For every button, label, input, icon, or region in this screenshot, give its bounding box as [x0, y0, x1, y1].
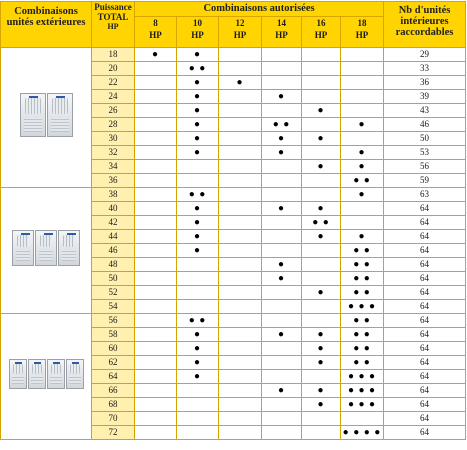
- combination-dot-cell: [219, 272, 262, 286]
- total-power-cell: 24: [92, 90, 135, 104]
- indoor-units-count-cell: 64: [384, 258, 466, 272]
- combination-dot-cell: [302, 76, 341, 90]
- total-power-cell: 68: [92, 398, 135, 412]
- combination-dot-cell: [302, 188, 341, 202]
- indoor-units-count-cell: 43: [384, 104, 466, 118]
- combination-dot-cell: [135, 146, 177, 160]
- combination-dot-cell: [135, 286, 177, 300]
- combination-dot-cell: [262, 174, 302, 188]
- combination-dot-cell: ●: [177, 104, 219, 118]
- combination-dot-cell: ●: [177, 342, 219, 356]
- combination-dot-cell: ● ●: [177, 314, 219, 328]
- combination-dot-cell: [135, 356, 177, 370]
- combination-dot-cell: [341, 90, 384, 104]
- combination-dot-cell: ● ●: [341, 328, 384, 342]
- outdoor-units-2-module-image: [1, 48, 92, 188]
- combination-dot-cell: [262, 370, 302, 384]
- combination-dot-cell: ● ●: [262, 118, 302, 132]
- combination-dot-cell: ●: [302, 342, 341, 356]
- combination-dot-cell: [219, 314, 262, 328]
- combination-dot-cell: ● ●: [341, 174, 384, 188]
- total-power-cell: 38: [92, 188, 135, 202]
- total-power-cell: 22: [92, 76, 135, 90]
- indoor-units-count-cell: 64: [384, 202, 466, 216]
- combination-dot-cell: ●: [302, 202, 341, 216]
- combination-dot-cell: ●: [341, 118, 384, 132]
- combination-dot-cell: ●: [262, 328, 302, 342]
- indoor-units-count-cell: 64: [384, 412, 466, 426]
- total-power-cell: 42: [92, 216, 135, 230]
- combination-dot-cell: [302, 412, 341, 426]
- combination-dot-cell: [135, 216, 177, 230]
- indoor-units-count-cell: 64: [384, 370, 466, 384]
- outdoor-unit-module: [28, 359, 46, 389]
- combination-dot-cell: [135, 132, 177, 146]
- combination-dot-cell: [135, 202, 177, 216]
- combination-dot-cell: ●: [302, 132, 341, 146]
- combination-dot-cell: [262, 356, 302, 370]
- indoor-units-count-cell: 50: [384, 132, 466, 146]
- combination-dot-cell: [219, 356, 262, 370]
- combination-dot-cell: ● ●: [341, 258, 384, 272]
- combination-dot-cell: [302, 370, 341, 384]
- outdoor-units-4-module-image: [1, 314, 92, 440]
- combination-dot-cell: [219, 412, 262, 426]
- combination-dot-cell: [135, 90, 177, 104]
- indoor-units-count-cell: 59: [384, 174, 466, 188]
- outdoor-unit-module: [58, 230, 80, 266]
- combination-dot-cell: ●: [302, 104, 341, 118]
- outdoor-unit-illustration: [20, 93, 73, 137]
- combination-dot-cell: [177, 174, 219, 188]
- combination-dot-cell: [302, 90, 341, 104]
- total-power-cell: 46: [92, 244, 135, 258]
- total-power-cell: 36: [92, 174, 135, 188]
- indoor-units-count-cell: 29: [384, 48, 466, 62]
- combination-dot-cell: ● ●: [341, 272, 384, 286]
- combination-dot-cell: [262, 160, 302, 174]
- combination-dot-cell: ● ●: [341, 356, 384, 370]
- outdoor-unit-illustration: [9, 359, 84, 389]
- total-power-cell: 32: [92, 146, 135, 160]
- hp-column-number: 12: [235, 18, 245, 28]
- combination-dot-cell: [135, 398, 177, 412]
- combination-dot-cell: [177, 160, 219, 174]
- combination-dot-cell: [135, 300, 177, 314]
- combination-dot-cell: [262, 104, 302, 118]
- hp-column-header: [262, 17, 302, 48]
- combination-dot-cell: ●: [177, 328, 219, 342]
- combination-dot-cell: [219, 202, 262, 216]
- combination-dot-cell: ●: [302, 384, 341, 398]
- combination-dot-cell: [262, 216, 302, 230]
- combination-dot-cell: [135, 244, 177, 258]
- combination-dot-cell: ●: [302, 356, 341, 370]
- table-body: [1, 48, 466, 440]
- combination-dot-cell: [219, 188, 262, 202]
- combination-dot-cell: ● ●: [341, 314, 384, 328]
- combination-dot-cell: ● ● ●: [341, 384, 384, 398]
- outdoor-unit-module: [9, 359, 27, 389]
- combination-dot-cell: [219, 258, 262, 272]
- hp-column-unit: HP: [233, 30, 247, 40]
- combination-dot-cell: [219, 328, 262, 342]
- combination-dot-cell: [219, 244, 262, 258]
- combination-dot-cell: ●: [177, 146, 219, 160]
- indoor-units-count-cell: 64: [384, 216, 466, 230]
- indoor-units-count-cell: 64: [384, 286, 466, 300]
- combination-dot-cell: [302, 174, 341, 188]
- outdoor-unit-module: [20, 93, 46, 137]
- combination-dot-cell: [302, 244, 341, 258]
- indoor-units-count-cell: 64: [384, 328, 466, 342]
- indoor-units-count-cell: 64: [384, 272, 466, 286]
- header-power-line1: Puissance: [94, 2, 132, 12]
- combination-dot-cell: ●: [341, 188, 384, 202]
- combination-dot-cell: ●: [177, 202, 219, 216]
- combination-dot-cell: ●: [302, 230, 341, 244]
- indoor-units-count-cell: 64: [384, 230, 466, 244]
- combination-dot-cell: [262, 48, 302, 62]
- hp-column-header: [219, 17, 262, 48]
- combination-dot-cell: ● ● ●: [341, 398, 384, 412]
- combination-dot-cell: [341, 216, 384, 230]
- indoor-units-count-cell: 64: [384, 300, 466, 314]
- combination-dot-cell: ●: [302, 160, 341, 174]
- combination-dot-cell: ● ●: [341, 286, 384, 300]
- combination-dot-cell: [219, 384, 262, 398]
- indoor-units-count-cell: 64: [384, 398, 466, 412]
- combination-dot-cell: ●: [177, 118, 219, 132]
- combination-dot-cell: [135, 384, 177, 398]
- outdoor-unit-illustration: [12, 230, 80, 266]
- indoor-units-count-cell: 56: [384, 160, 466, 174]
- combination-dot-cell: [219, 174, 262, 188]
- combinations-table: [0, 1, 466, 440]
- combination-dot-cell: [177, 398, 219, 412]
- combination-dot-cell: ●: [177, 48, 219, 62]
- combination-dot-cell: [262, 314, 302, 328]
- combination-dot-cell: ● ● ● ●: [341, 426, 384, 440]
- combination-dot-cell: [219, 398, 262, 412]
- combination-dot-cell: [219, 300, 262, 314]
- table-row: [1, 48, 466, 62]
- combination-dot-cell: [262, 244, 302, 258]
- combination-dot-cell: ● ●: [177, 62, 219, 76]
- hp-column-header: [135, 17, 177, 48]
- combination-dot-cell: [177, 412, 219, 426]
- combination-dot-cell: [341, 76, 384, 90]
- combination-dot-cell: [135, 370, 177, 384]
- combination-dot-cell: [135, 328, 177, 342]
- combination-dot-cell: [219, 230, 262, 244]
- indoor-units-count-cell: 53: [384, 146, 466, 160]
- combination-dot-cell: [219, 216, 262, 230]
- combination-dot-cell: [135, 174, 177, 188]
- total-power-cell: 60: [92, 342, 135, 356]
- combination-dot-cell: [135, 412, 177, 426]
- combination-dot-cell: [262, 398, 302, 412]
- total-power-cell: 58: [92, 328, 135, 342]
- header-allowed: Combinaisons autorisées: [135, 2, 384, 17]
- combination-dot-cell: [341, 412, 384, 426]
- indoor-units-count-cell: 39: [384, 90, 466, 104]
- combination-dot-cell: ● ● ●: [341, 370, 384, 384]
- combination-dot-cell: [177, 384, 219, 398]
- total-power-cell: 56: [92, 314, 135, 328]
- combination-dot-cell: [219, 90, 262, 104]
- combination-dot-cell: ●: [177, 216, 219, 230]
- combination-dot-cell: [135, 230, 177, 244]
- combination-dot-cell: [262, 286, 302, 300]
- total-power-cell: 70: [92, 412, 135, 426]
- combination-dot-cell: [219, 146, 262, 160]
- total-power-cell: 30: [92, 132, 135, 146]
- combination-dot-cell: [177, 286, 219, 300]
- combination-dot-cell: [341, 48, 384, 62]
- combination-dot-cell: ● ●: [177, 188, 219, 202]
- combination-dot-cell: [262, 76, 302, 90]
- combination-dot-cell: [219, 286, 262, 300]
- combination-dot-cell: ●: [341, 230, 384, 244]
- outdoor-unit-module: [66, 359, 84, 389]
- table-row: [1, 188, 466, 202]
- combination-dot-cell: [302, 314, 341, 328]
- combination-dot-cell: [135, 314, 177, 328]
- total-power-cell: 34: [92, 160, 135, 174]
- total-power-cell: 52: [92, 286, 135, 300]
- combination-dot-cell: [262, 300, 302, 314]
- header-power-line2: TOTAL: [97, 12, 129, 22]
- combination-dot-cell: [219, 48, 262, 62]
- total-power-cell: 62: [92, 356, 135, 370]
- combination-dot-cell: [262, 412, 302, 426]
- combination-dot-cell: ●: [177, 370, 219, 384]
- indoor-units-count-cell: 64: [384, 384, 466, 398]
- combination-dot-cell: [219, 104, 262, 118]
- hp-column-unit: HP: [149, 30, 162, 40]
- hp-column-header: [341, 17, 384, 48]
- total-power-cell: 26: [92, 104, 135, 118]
- combination-dot-cell: ●: [262, 384, 302, 398]
- combination-dot-cell: [341, 104, 384, 118]
- combination-dot-cell: ● ●: [341, 244, 384, 258]
- combination-dot-cell: [177, 426, 219, 440]
- combination-dot-cell: [219, 342, 262, 356]
- combination-dot-cell: [135, 272, 177, 286]
- indoor-units-count-cell: 64: [384, 314, 466, 328]
- outdoor-unit-module: [35, 230, 57, 266]
- combination-dot-cell: [302, 258, 341, 272]
- combination-dot-cell: [135, 426, 177, 440]
- combination-dot-cell: ●: [302, 398, 341, 412]
- hp-column-unit: HP: [191, 30, 204, 40]
- outdoor-unit-module: [47, 359, 65, 389]
- combination-dot-cell: ●: [177, 244, 219, 258]
- combination-dot-cell: [135, 188, 177, 202]
- combination-dot-cell: [219, 426, 262, 440]
- combination-dot-cell: [302, 426, 341, 440]
- hp-column-number: 10: [193, 18, 202, 28]
- combination-dot-cell: ●: [177, 230, 219, 244]
- combination-dot-cell: ●: [262, 272, 302, 286]
- outdoor-unit-module: [12, 230, 34, 266]
- combination-dot-cell: [262, 342, 302, 356]
- total-power-cell: 40: [92, 202, 135, 216]
- outdoor-units-3-module-image: [1, 188, 92, 314]
- hp-column-number: 14: [277, 18, 286, 28]
- combination-dot-cell: [135, 160, 177, 174]
- header-units: Nb d'unités intérieures raccordables: [384, 2, 466, 48]
- combination-dot-cell: [262, 188, 302, 202]
- combination-dot-cell: [262, 426, 302, 440]
- header-power-unit: HP: [107, 22, 119, 31]
- combination-dot-cell: ●: [262, 146, 302, 160]
- combination-dot-cell: ● ● ●: [341, 300, 384, 314]
- combination-dot-cell: [262, 62, 302, 76]
- total-power-cell: 20: [92, 62, 135, 76]
- combination-dot-cell: ●: [262, 90, 302, 104]
- combination-dot-cell: ●: [341, 146, 384, 160]
- combination-dot-cell: [341, 62, 384, 76]
- combination-dot-cell: [177, 300, 219, 314]
- combination-dot-cell: ●: [177, 90, 219, 104]
- combination-dot-cell: ●: [262, 258, 302, 272]
- total-power-cell: 48: [92, 258, 135, 272]
- combination-dot-cell: ●: [135, 48, 177, 62]
- total-power-cell: 44: [92, 230, 135, 244]
- combination-dot-cell: ●: [262, 202, 302, 216]
- combination-dot-cell: [135, 118, 177, 132]
- hp-column-header: [177, 17, 219, 48]
- total-power-cell: 50: [92, 272, 135, 286]
- combination-dot-cell: [302, 146, 341, 160]
- indoor-units-count-cell: 36: [384, 76, 466, 90]
- combination-dot-cell: ●: [219, 76, 262, 90]
- header-power: [92, 2, 135, 48]
- total-power-cell: 54: [92, 300, 135, 314]
- combination-dot-cell: [302, 62, 341, 76]
- combination-dot-cell: [341, 202, 384, 216]
- hp-column-number: 18: [357, 18, 367, 28]
- combination-dot-cell: [219, 62, 262, 76]
- hp-column-number: 16: [316, 18, 326, 28]
- combination-dot-cell: ●: [177, 76, 219, 90]
- combination-dot-cell: ●: [341, 160, 384, 174]
- combination-dot-cell: [262, 230, 302, 244]
- combination-dot-cell: [219, 160, 262, 174]
- combination-dot-cell: ●: [177, 132, 219, 146]
- combination-dot-cell: [302, 300, 341, 314]
- indoor-units-count-cell: 64: [384, 356, 466, 370]
- combination-dot-cell: [177, 272, 219, 286]
- table-row: [1, 314, 466, 328]
- indoor-units-count-cell: 33: [384, 62, 466, 76]
- total-power-cell: 64: [92, 370, 135, 384]
- header-combos: Combinaisons unités extérieures: [1, 2, 92, 48]
- combination-dot-cell: [219, 132, 262, 146]
- indoor-units-count-cell: 64: [384, 244, 466, 258]
- combination-dot-cell: ●: [302, 328, 341, 342]
- combination-dot-cell: [135, 258, 177, 272]
- combination-dot-cell: ●: [177, 356, 219, 370]
- combination-dot-cell: [341, 132, 384, 146]
- combination-dot-cell: ●: [302, 286, 341, 300]
- combination-dot-cell: [302, 118, 341, 132]
- indoor-units-count-cell: 64: [384, 342, 466, 356]
- total-power-cell: 72: [92, 426, 135, 440]
- hp-column-unit: HP: [275, 30, 288, 40]
- combination-dot-cell: ●: [262, 132, 302, 146]
- combination-dot-cell: [135, 76, 177, 90]
- combination-dot-cell: [177, 258, 219, 272]
- total-power-cell: 28: [92, 118, 135, 132]
- combination-dot-cell: [135, 104, 177, 118]
- indoor-units-count-cell: 46: [384, 118, 466, 132]
- combination-dot-cell: [302, 48, 341, 62]
- hp-column-unit: HP: [355, 30, 369, 40]
- indoor-units-count-cell: 63: [384, 188, 466, 202]
- combination-dot-cell: [135, 342, 177, 356]
- combination-dot-cell: [135, 62, 177, 76]
- combination-dot-cell: [219, 370, 262, 384]
- combination-dot-cell: [219, 118, 262, 132]
- combination-dot-cell: ● ●: [341, 342, 384, 356]
- combination-dot-cell: [302, 272, 341, 286]
- indoor-units-count-cell: 64: [384, 426, 466, 440]
- outdoor-unit-module: [47, 93, 73, 137]
- hp-column-number: 8: [153, 18, 158, 28]
- total-power-cell: 18: [92, 48, 135, 62]
- hp-column-header: [302, 17, 341, 48]
- total-power-cell: 66: [92, 384, 135, 398]
- hp-column-unit: HP: [314, 30, 328, 40]
- combination-dot-cell: ● ●: [302, 216, 341, 230]
